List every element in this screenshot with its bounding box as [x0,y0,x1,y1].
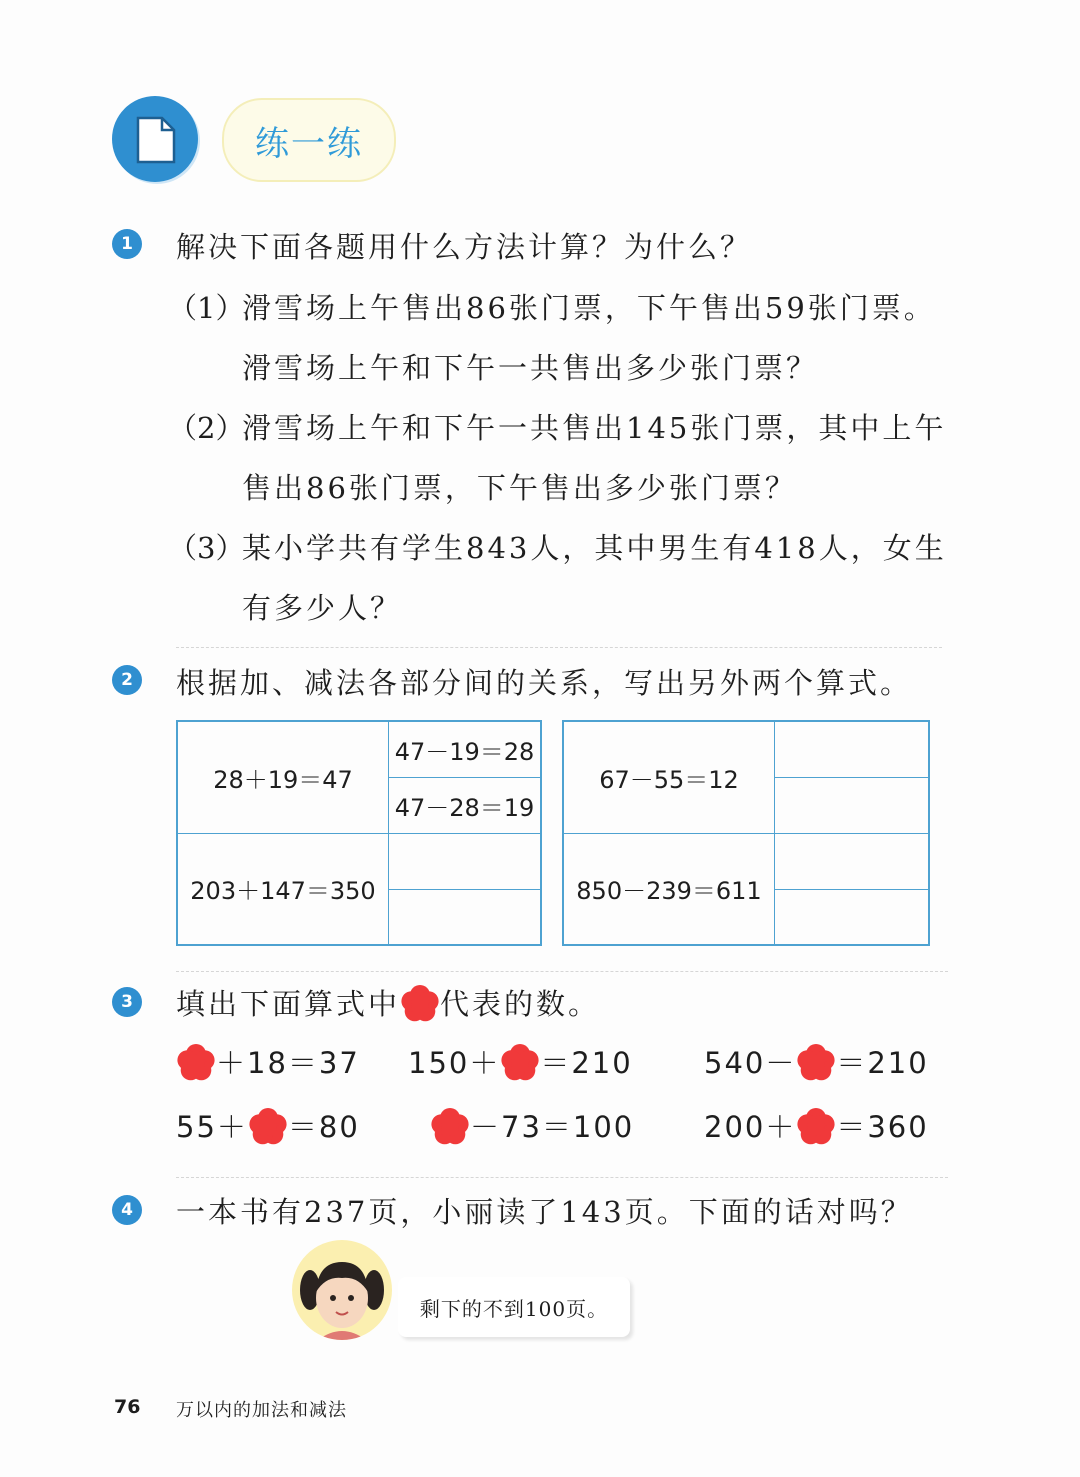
q1-item-3-line1: 某小学共有学生843人，其中男生有418人，女生 [242,531,947,565]
equation-left: 55＋ [176,1110,248,1144]
question-number-badge: 1 [112,229,142,259]
equation-right: －73＝100 [470,1110,635,1144]
flower-icon[interactable] [500,1042,540,1082]
equation-right: ＝80 [287,1110,360,1144]
question-3-prompt-end: 代表的数。 [440,987,601,1021]
flower-icon[interactable] [430,1106,470,1146]
speech-bubble [398,1277,630,1337]
section-divider [176,971,948,972]
answer-cell[interactable]: 47－28＝19 [389,777,542,833]
q1-item-1-line2: 滑雪场上午和下午一共售出多少张门票？ [242,351,819,385]
question-2-prompt: 根据加、减法各部分间的关系，写出另外两个算式。 [176,666,913,700]
equation-left: 150＋ [408,1046,501,1080]
answer-cell[interactable] [775,833,930,889]
equation-left: 540－ [704,1046,797,1080]
question-4-prompt: 一本书有237页，小丽读了143页。下面的话对吗？ [176,1195,913,1229]
equation-4 [176,1105,360,1146]
speech-text: 剩下的不到100页。 [419,1296,609,1321]
q1-item-2-label: （2） [168,411,245,445]
q1-item-1-label: （1） [168,291,245,325]
page-number: 76 [114,1396,141,1418]
equation-right: ＋18＝37 [216,1046,360,1080]
girl-avatar [292,1240,392,1340]
question-1-prompt: 解决下面各题用什么方法计算？为什么？ [176,230,753,264]
equation-left: 200＋ [704,1110,797,1144]
equation-1 [176,1041,360,1082]
question-number-badge: 4 [112,1195,142,1225]
question-3-prompt-start: 填出下面算式中 [176,987,401,1021]
q1-item-1-line1: 滑雪场上午售出86张门票，下午售出59张门票。 [242,291,936,325]
document-icon [112,96,198,182]
exercise-header-badge [112,96,198,182]
given-equation: 850－239＝611 [563,833,775,945]
answer-cell[interactable] [389,833,542,889]
answer-cell[interactable]: 47－19＝28 [389,721,542,777]
section-divider [176,1177,948,1178]
section-title: 练一练 [255,123,363,164]
q1-item-2-line2: 售出86张门票，下午售出多少张门票？ [242,471,797,505]
q1-item-2-line1: 滑雪场上午和下午一共售出145张门票，其中上午 [242,411,947,445]
q1-item-3-label: （3） [168,531,245,565]
answer-cell[interactable] [775,889,930,945]
relation-table-right [562,720,930,946]
answer-cell[interactable] [775,721,930,777]
equation-right: ＝210 [836,1046,929,1080]
flower-icon[interactable] [796,1042,836,1082]
q1-item-3-line2: 有多少人？ [242,591,403,625]
equation-right: ＝210 [540,1046,633,1080]
chapter-title: 万以内的加法和减法 [176,1400,347,1421]
flower-icon [400,983,440,1023]
equation-5 [430,1105,634,1146]
question-number-badge: 3 [112,987,142,1017]
section-title-box [222,98,396,182]
flower-icon[interactable] [176,1042,216,1082]
equation-3 [704,1041,929,1082]
flower-icon[interactable] [248,1106,288,1146]
flower-icon[interactable] [796,1106,836,1146]
given-equation: 28＋19＝47 [177,721,389,833]
girl-face-icon [292,1240,392,1340]
equation-right: ＝360 [836,1110,929,1144]
relation-table-left [176,720,542,946]
answer-cell[interactable] [775,777,930,833]
given-equation: 203＋147＝350 [177,833,389,945]
answer-cell[interactable] [389,889,542,945]
section-divider [176,647,942,648]
question-number-badge: 2 [112,665,142,695]
equation-2 [408,1041,633,1082]
equation-6 [704,1105,929,1146]
question-3-prompt [176,982,600,1023]
given-equation: 67－55＝12 [563,721,775,833]
